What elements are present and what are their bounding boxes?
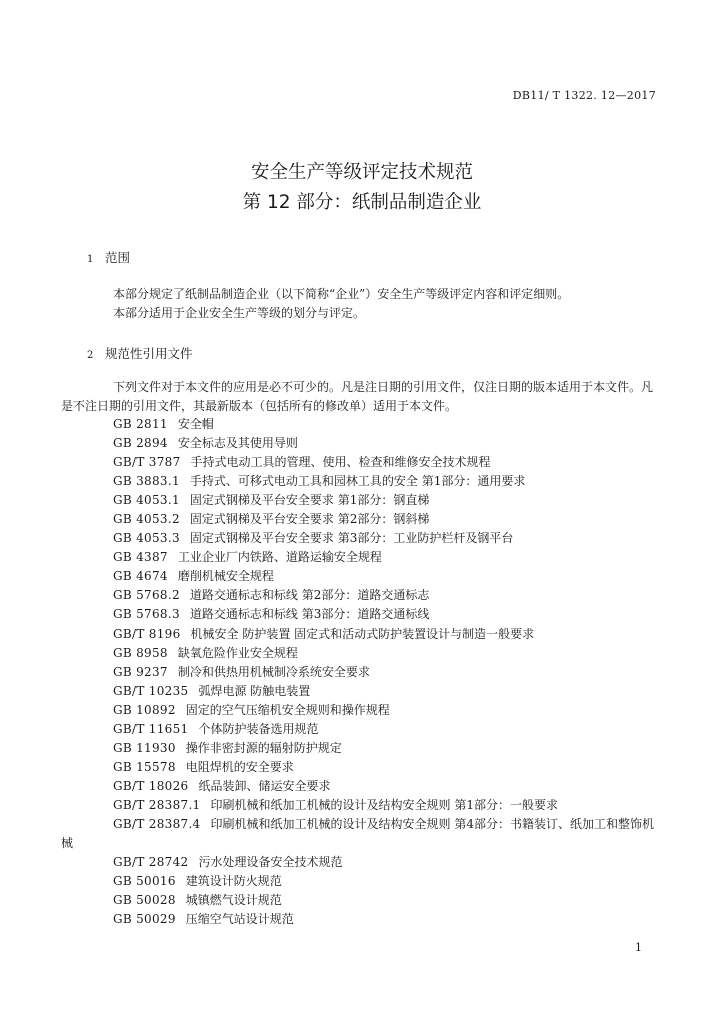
reference-code: GB/T 3787 xyxy=(113,455,181,470)
reference-code: GB 50016 xyxy=(113,874,176,889)
reference-title: 固定的空气压缩机安全规则和操作规程 xyxy=(185,702,390,717)
reference-code: GB/T 18026 xyxy=(113,778,189,793)
section-1-number: 1 xyxy=(87,254,94,265)
reference-code: GB 9237 xyxy=(113,664,168,679)
reference-title: 纸品装卸、储运安全要求 xyxy=(198,778,331,793)
reference-code: GB 3883.1 xyxy=(113,474,180,489)
reference-item xyxy=(87,472,662,491)
title-line-2: 第 12 部分：纸制品制造企业 xyxy=(242,192,482,213)
reference-code: GB 15578 xyxy=(113,759,176,774)
reference-title: 安全标志及其使用导则 xyxy=(177,436,298,451)
title-line-1: 安全生产等级评定技术规范 xyxy=(250,162,473,183)
reference-item xyxy=(87,548,662,567)
reference-code: GB 4053.2 xyxy=(113,512,180,527)
reference-title: 固定式钢梯及平台安全要求 第3部分：工业防护栏杆及钢平台 xyxy=(189,531,514,546)
reference-item xyxy=(87,758,662,777)
reference-title: 手持式、可移式电动工具和园林工具的安全 第1部分：通用要求 xyxy=(189,474,526,489)
reference-title: 磨削机械安全规程 xyxy=(177,569,274,584)
reference-code: GB/T 28742 xyxy=(113,855,189,870)
reference-code: GB 10892 xyxy=(113,702,176,717)
reference-code: GB 11930 xyxy=(113,740,176,755)
reference-title: 印刷机械和纸加工机械的设计及结构安全规则 第4部分：书籍装订、纸加工和整饰机械 xyxy=(61,816,654,851)
reference-item xyxy=(87,777,662,796)
section-1-heading xyxy=(87,248,130,266)
reference-title: 个体防护装备选用规范 xyxy=(198,721,319,736)
reference-title: 制冷和供热用机械制冷系统安全要求 xyxy=(177,664,370,679)
reference-item xyxy=(87,739,662,758)
reference-title: 弧焊电源 防触电装置 xyxy=(198,683,311,698)
reference-item xyxy=(87,910,662,929)
reference-item xyxy=(87,586,662,605)
reference-item xyxy=(87,682,662,701)
reference-item xyxy=(87,891,662,910)
reference-code: GB 4387 xyxy=(113,550,168,565)
reference-code: GB/T 28387.4 xyxy=(113,816,201,831)
reference-title: 道路交通标志和标线 第3部分：道路交通标线 xyxy=(189,607,430,622)
reference-code: GB 4053.3 xyxy=(113,531,180,546)
reference-item xyxy=(87,796,662,815)
reference-code: GB 8958 xyxy=(113,645,168,660)
section-2-number: 2 xyxy=(87,350,94,361)
reference-title: 印刷机械和纸加工机械的设计及结构安全规则 第1部分：一般要求 xyxy=(210,797,558,812)
reference-title: 安全帽 xyxy=(177,417,214,431)
reference-code: GB 2894 xyxy=(113,436,168,451)
reference-title: 污水处理设备安全技术规范 xyxy=(198,855,343,870)
reference-item xyxy=(87,567,662,586)
reference-item xyxy=(87,605,662,624)
section-1-paragraph: 本部分规定了纸制品制造企业（以下简称“企业”）安全生产等级评定内容和评定细则。 xyxy=(113,287,570,301)
reference-title: 固定式钢梯及平台安全要求 第2部分：钢斜梯 xyxy=(189,512,430,527)
reference-item xyxy=(61,815,662,853)
reference-code: GB/T 28387.1 xyxy=(113,797,201,812)
reference-code: GB 4053.1 xyxy=(113,493,180,508)
reference-code: GB/T 11651 xyxy=(113,721,189,736)
reference-code: GB/T 8196 xyxy=(113,626,181,641)
reference-code: GB 5768.3 xyxy=(113,607,180,622)
reference-title: 道路交通标志和标线 第2部分：道路交通标志 xyxy=(189,588,430,603)
reference-item xyxy=(87,625,662,644)
reference-item xyxy=(87,510,662,529)
reference-item xyxy=(87,872,662,891)
reference-item xyxy=(87,644,662,663)
reference-title: 固定式钢梯及平台安全要求 第1部分：钢直梯 xyxy=(189,493,430,508)
section-2-intro xyxy=(61,378,662,415)
reference-code: GB/T 10235 xyxy=(113,683,189,698)
reference-item xyxy=(87,701,662,720)
reference-item xyxy=(87,663,662,682)
reference-item xyxy=(87,853,662,872)
reference-title: 电阻焊机的安全要求 xyxy=(185,759,294,774)
section-2-title: 规范性引用文件 xyxy=(105,346,193,361)
document-code: DB11/ T 1322. 12—2017 xyxy=(512,89,656,102)
reference-title: 城镇燃气设计规范 xyxy=(185,893,282,908)
document-title xyxy=(0,158,724,218)
reference-item xyxy=(87,720,662,739)
reference-code: GB 50029 xyxy=(113,912,176,927)
reference-title: 手持式电动工具的管理、使用、检查和维修安全技术规程 xyxy=(190,455,491,470)
section-1-paragraph: 本部分适用于企业安全生产等级的划分与评定。 xyxy=(113,305,366,320)
reference-item xyxy=(87,453,662,472)
reference-item xyxy=(87,491,662,510)
reference-title: 建筑设计防火规范 xyxy=(185,874,282,889)
page-number: 1 xyxy=(635,941,642,954)
reference-code: GB 4674 xyxy=(113,569,168,584)
section-2-intro-paragraph: 下列文件对于本文件的应用是必不可少的。凡是注日期的引用文件，仅注日期的版本适用于本文件。凡是不注日期的引用文件，其最新版本（包括所有的修改单）适用于本文件。 xyxy=(61,380,654,413)
reference-item xyxy=(87,529,662,548)
reference-code: GB 5768.2 xyxy=(113,588,180,603)
reference-code: GB 50028 xyxy=(113,893,176,908)
reference-title: 工业企业厂内铁路、道路运输安全规程 xyxy=(177,550,382,565)
section-2-heading xyxy=(87,344,193,362)
reference-list xyxy=(61,415,662,929)
reference-title: 缺氧危险作业安全规程 xyxy=(177,645,298,660)
reference-title: 压缩空气站设计规范 xyxy=(185,912,294,927)
reference-title: 操作非密封源的辐射防护规定 xyxy=(185,740,342,755)
section-1-body xyxy=(87,285,662,322)
reference-code: GB 2811 xyxy=(113,417,168,431)
section-1-title: 范围 xyxy=(105,250,131,265)
reference-item xyxy=(87,434,662,453)
reference-item xyxy=(87,415,662,434)
reference-title: 机械安全 防护装置 固定式和活动式防护装置设计与制造一般要求 xyxy=(190,626,535,641)
